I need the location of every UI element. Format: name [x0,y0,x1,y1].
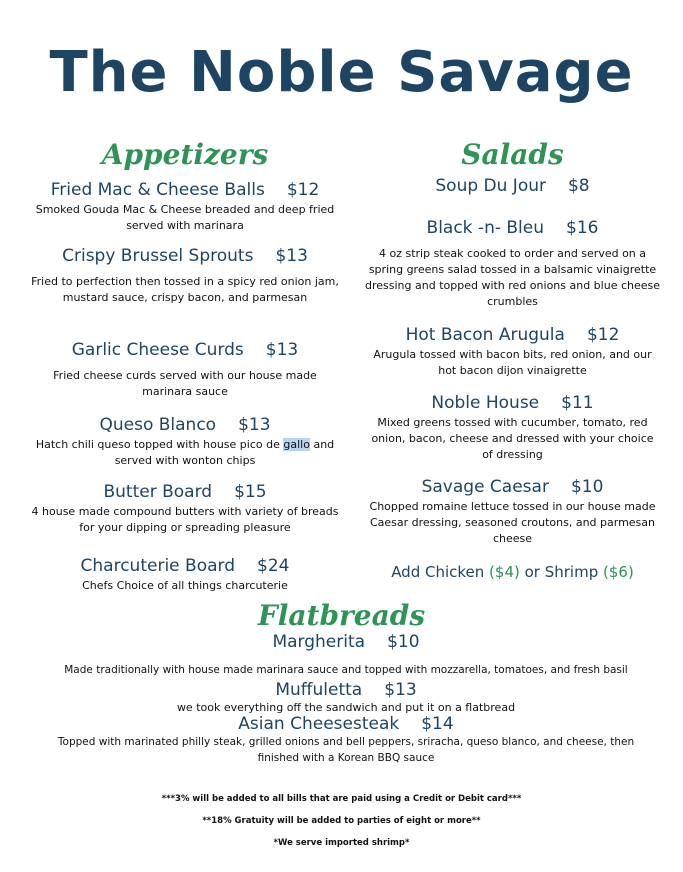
item-name: Queso Blanco [99,415,217,435]
addon-text: or Shrimp [519,563,603,581]
item-description [30,437,340,469]
item-description: Chefs Choice of all things charcuterie [82,579,288,592]
menu-item [30,340,340,400]
item-name: Noble House [431,393,540,413]
item-price: $11 [561,393,594,413]
menu-item [30,415,340,469]
item-name: Butter Board [103,482,213,502]
menu-item [30,246,340,306]
salads-heading: Salads [461,138,564,171]
item-name: Soup Du Jour [435,176,546,196]
item-description: Fried cheese curds served with our house made marinara sauce [53,369,317,398]
item-description: 4 oz strip steak cooked to order and served on a spring greens salad tossed in a balsamic vinaigrette dressing and topped with red onions and blue cheese crumbles [365,247,661,308]
menu-item [365,218,660,310]
menu-item [30,180,340,234]
item-price: $16 [566,218,599,238]
menu-item [36,632,656,678]
flatbreads-heading: Flatbreads [257,599,426,632]
appetizers-heading: Appetizers [101,138,269,171]
shrimp-price: ($6) [603,563,634,581]
menu-item [365,176,660,196]
item-name: Charcuterie Board [80,556,235,576]
item-name: Margherita [272,632,366,652]
menu-item [30,482,340,536]
card-fee-note: ***3% will be added to all bills that are paid using a Credit or Debit card*** [161,794,522,804]
item-price: $13 [265,340,299,360]
item-description: Mixed greens tossed with cucumber, tomato, red onion, bacon, cheese and dressed with your choice of dressing [371,416,654,461]
addon-text: Add Chicken [391,563,490,581]
item-description: Chopped romaine lettuce tossed in our house made Caesar dressing, seasoned croutons, and parmesan cheese [369,500,656,545]
desc-text: Hatch chili queso topped with house pico de [35,438,284,451]
item-description: Topped with marinated philly steak, grilled onions and bell peppers, sriracha, queso blanco, and cheese, then finished with a Korean BBQ sauce [57,736,635,764]
item-price: $24 [257,556,290,576]
add-protein-note [365,563,660,581]
item-description: Fried to perfection then tossed in a spicy red onion jam, mustard sauce, crispy bacon, and parmesan [31,275,339,304]
menu-item [36,714,656,766]
item-price: $8 [567,176,590,196]
menu-item [30,556,340,594]
item-price: $10 [387,632,420,652]
item-price: $13 [384,680,417,700]
chicken-price: ($4) [489,563,520,581]
item-name: Savage Caesar [421,477,549,497]
menu-item [365,477,660,547]
item-name: Fried Mac & Cheese Balls [50,180,265,200]
item-name: Garlic Cheese Curds [71,340,244,360]
item-description: Arugula tossed with bacon bits, red onion, and our hot bacon dijon vinaigrette [373,348,652,377]
menu-item [36,680,656,716]
item-description: we took everything off the sandwich and put it on a flatbread [176,701,516,714]
menu-item [365,325,660,379]
item-name: Crispy Brussel Sprouts [62,246,254,266]
highlighted-text[interactable]: gallo [283,438,310,451]
item-description: 4 house made compound butters with variety of breads for your dipping or spreading pleasure [31,505,339,534]
item-price: $12 [586,325,620,345]
menu-item [365,393,660,463]
item-price: $12 [286,180,320,200]
item-name: Hot Bacon Arugula [405,325,565,345]
item-price: $13 [275,246,308,266]
desc-text: and served with wonton chips [114,438,335,467]
item-description: Smoked Gouda Mac & Cheese breaded and deep fried served with marinara [35,203,335,232]
item-price: $14 [421,714,454,734]
item-price: $10 [570,477,604,497]
gratuity-note: **18% Gratuity will be added to parties of eight or more** [202,816,481,826]
shrimp-note: *We serve imported shrimp* [273,838,410,848]
item-price: $13 [238,415,271,435]
menu-title: The Noble Savage [49,40,634,105]
item-name: Muffuletta [275,680,363,700]
item-price: $15 [234,482,267,502]
item-description: Made traditionally with house made marinara sauce and topped with mozzarella, tomatoes, and fresh basil [64,664,628,676]
item-name: Black -n- Bleu [426,218,544,238]
item-name: Asian Cheesesteak [238,714,400,734]
